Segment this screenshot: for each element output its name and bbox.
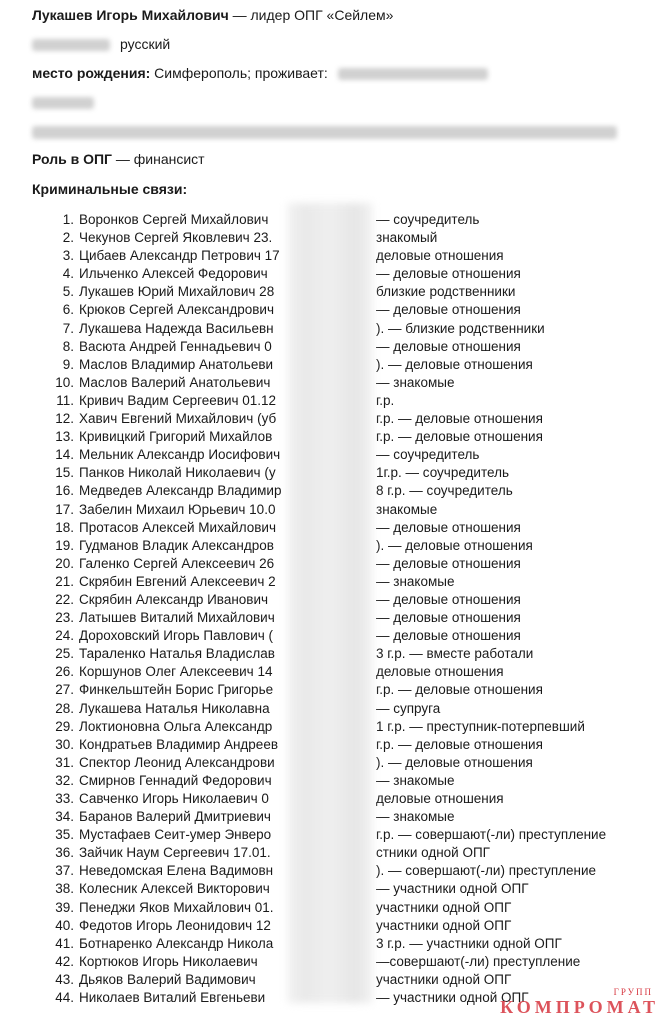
- relation-type: 3 г.р. — участники одной ОПГ: [376, 935, 562, 951]
- birthplace-line: [32, 64, 488, 82]
- relation-type: — деловые отношения: [376, 266, 521, 282]
- person-name: Мустафаев Сеит-умер Энверо: [79, 827, 272, 843]
- person-name: Маслов Валерий Анатольевич: [79, 374, 271, 390]
- person-name: Баранов Валерий Дмитриевич: [79, 809, 271, 825]
- item-number: 18.: [55, 519, 74, 535]
- item-number: 44.: [55, 990, 74, 1006]
- relation-type: ). — совершают(-ли) преступление: [376, 863, 597, 879]
- relation-type: — деловые отношения: [376, 519, 521, 535]
- person-name: Тараленко Наталья Владислав: [79, 646, 275, 662]
- person-name: Панков Николай Николаевич (у: [79, 465, 276, 481]
- item-number: 5.: [62, 284, 74, 300]
- person-name: Галенко Сергей Алексеевич 26: [79, 555, 275, 571]
- item-number: 26.: [55, 664, 74, 680]
- person-name: Смирнов Геннадий Федорович: [79, 772, 272, 788]
- relation-type: 1г.р. — соучредитель: [376, 465, 509, 481]
- item-number: 20.: [55, 555, 74, 571]
- person-name: Лукашева Надежда Васильевн: [79, 320, 274, 336]
- person-name: Зайчик Наум Сергеевич 17.01.: [79, 845, 271, 861]
- item-number: 3.: [62, 248, 74, 264]
- item-number: 43.: [55, 971, 74, 987]
- item-number: 15.: [55, 465, 74, 481]
- person-name: Спектор Леонид Александрови: [79, 754, 275, 770]
- relation-type: г.р. — деловые отношения: [376, 429, 543, 445]
- relation-type: близкие родственники: [376, 284, 516, 300]
- person-name: Финкельштейн Борис Григорье: [79, 682, 274, 698]
- item-number: 13.: [55, 429, 74, 445]
- relation-type: 8 г.р. — соучредитель: [376, 483, 513, 499]
- connections-heading: Криминальные связи:: [32, 181, 188, 197]
- item-number: 24.: [55, 628, 74, 644]
- person-name: Крюков Сергей Александрович: [79, 302, 274, 318]
- relation-type: участники одной ОПГ: [376, 899, 512, 915]
- person-name: Маслов Владимир Анатольеви: [79, 356, 274, 372]
- item-number: 12.: [55, 411, 74, 427]
- relation-type: — супруга: [376, 700, 441, 716]
- relation-type: г.р.: [376, 392, 395, 408]
- person-name: Забелин Михаил Юрьевич 10.0: [79, 501, 276, 517]
- relation-type: участники одной ОПГ: [376, 971, 512, 987]
- item-number: 4.: [62, 266, 74, 282]
- person-name: Савченко Игорь Николаевич 0: [79, 791, 269, 806]
- item-number: 1.: [62, 212, 74, 227]
- nationality-value: русский: [120, 36, 171, 52]
- relation-type: — знакомые: [376, 374, 455, 390]
- relation-type: — знакомые: [376, 809, 455, 825]
- redacted-block: [338, 68, 488, 80]
- person-name: Федотов Игорь Леонидович 12: [79, 917, 271, 933]
- item-number: 22.: [55, 591, 74, 607]
- person-name: Пенеджи Яков Михайлович 01.: [79, 899, 274, 915]
- item-number: 27.: [55, 682, 74, 698]
- item-number: 14.: [55, 447, 74, 463]
- person-name: Коршунов Олег Алексеевич 14: [79, 664, 273, 680]
- person-name: Васюта Андрей Геннадьевич 0: [79, 338, 272, 354]
- item-number: 6.: [62, 302, 74, 318]
- subject-line: [32, 6, 393, 24]
- item-number: 29.: [55, 718, 74, 734]
- item-number: 39.: [55, 899, 74, 915]
- person-name: Лукашев Юрий Михайлович 28: [79, 284, 275, 300]
- item-number: 19.: [55, 537, 74, 553]
- person-name: Локтионовна Ольга Александр: [79, 718, 273, 734]
- item-number: 16.: [55, 483, 74, 499]
- person-name: Дьяков Валерий Вадимович: [79, 971, 256, 987]
- subject-name: Лукашев Игорь Михайлович: [32, 7, 229, 23]
- watermark: [500, 987, 659, 1018]
- item-number: 33.: [55, 791, 74, 806]
- birthplace-label: место рождения:: [32, 65, 151, 81]
- relation-type: г.р. — совершают(-ли) преступление: [376, 827, 607, 843]
- item-number: 25.: [55, 646, 74, 662]
- relation-type: 3 г.р. — вместе работали: [376, 646, 534, 662]
- person-name: Кортюков Игорь Николаевич: [79, 953, 258, 969]
- redacted-block: [32, 126, 617, 139]
- relation-type: деловые отношения: [376, 791, 504, 806]
- redaction-overlay: [287, 203, 373, 1003]
- person-name: Воронков Сергей Михайлович: [79, 212, 269, 227]
- relation-type: — участники одной ОПГ: [376, 990, 529, 1006]
- item-number: 30.: [55, 736, 74, 752]
- person-name: Скрябин Евгений Алексеевич 2: [79, 573, 276, 589]
- relation-type: ). — деловые отношения: [376, 754, 533, 770]
- redacted-line: [32, 93, 94, 111]
- relation-type: —совершают(-ли) преступление: [376, 953, 581, 969]
- relation-type: ). — деловые отношения: [376, 537, 533, 553]
- birthplace-text: Симферополь; проживает:: [150, 65, 328, 81]
- person-name: Ботнаренко Александр Никола: [79, 935, 274, 951]
- person-name: Хавич Евгений Михайлович (уб: [79, 411, 277, 427]
- person-name: Неведомская Елена Вадимовн: [79, 863, 274, 879]
- redacted-block: [32, 97, 94, 109]
- relation-type: — участники одной ОПГ: [376, 881, 529, 897]
- item-number: 41.: [55, 935, 74, 951]
- relation-type: — знакомые: [376, 573, 455, 589]
- person-name: Ильченко Алексей Федорович: [79, 266, 268, 282]
- person-name: Латышев Виталий Михайлович: [79, 610, 275, 626]
- item-number: 38.: [55, 881, 74, 897]
- person-name: Чекунов Сергей Яковлевич 23.: [79, 230, 273, 246]
- item-number: 23.: [55, 610, 74, 626]
- person-name: Гудманов Владик Александров: [79, 537, 274, 553]
- person-name: Дороховский Игорь Павлович (: [79, 628, 274, 644]
- item-number: 32.: [55, 772, 74, 788]
- relation-type: стники одной ОПГ: [376, 845, 490, 861]
- item-number: 17.: [55, 501, 74, 517]
- relation-type: 1 г.р. — преступник-потерпевший: [376, 718, 585, 734]
- item-number: 10.: [55, 374, 74, 390]
- item-number: 28.: [55, 700, 74, 716]
- person-name: Кривицкий Григорий Михайлов: [79, 429, 273, 445]
- person-name: Николаев Виталий Евгеньеви: [79, 990, 266, 1006]
- role-label: Роль в ОПГ: [32, 151, 112, 167]
- relation-type: ). — близкие родственники: [376, 320, 545, 336]
- item-number: 34.: [55, 809, 74, 825]
- relation-type: знакомые: [376, 501, 438, 517]
- watermark-small: ГРУПП: [613, 987, 653, 997]
- item-number: 35.: [55, 827, 74, 843]
- relation-type: — соучредитель: [376, 447, 480, 463]
- item-number: 37.: [55, 863, 74, 879]
- person-name: Медведев Александр Владимир: [79, 483, 282, 499]
- relation-type: деловые отношения: [376, 248, 504, 264]
- person-name: Лукашева Наталья Николавна: [79, 700, 270, 716]
- person-name: Колесник Алексей Викторович: [79, 881, 270, 897]
- item-number: 40.: [55, 917, 74, 933]
- relation-type: — соучредитель: [376, 212, 480, 227]
- role-text: — финансист: [111, 151, 205, 167]
- relation-type: — деловые отношения: [376, 338, 521, 354]
- relation-type: г.р. — деловые отношения: [376, 682, 543, 698]
- person-name: Мельник Александр Иосифович: [79, 447, 281, 463]
- watermark-logo: КОМПРОМАТ: [500, 997, 659, 1017]
- relation-type: — деловые отношения: [376, 302, 521, 318]
- item-number: 21.: [55, 573, 74, 589]
- relation-type: — деловые отношения: [376, 610, 521, 626]
- relation-type: — знакомые: [376, 772, 455, 788]
- item-number: 9.: [62, 356, 74, 372]
- person-name: Протасов Алексей Михайлович: [79, 519, 277, 535]
- relation-type: участники одной ОПГ: [376, 917, 512, 933]
- redacted-block: [32, 39, 110, 51]
- relation-type: знакомый: [376, 230, 438, 246]
- relation-type: ). — деловые отношения: [376, 356, 533, 372]
- relation-type: г.р. — деловые отношения: [376, 736, 543, 752]
- item-number: 8.: [62, 338, 74, 354]
- item-number: 31.: [55, 754, 74, 770]
- relation-type: деловые отношения: [376, 664, 504, 680]
- subject-role: — лидер ОПГ «Сейлем»: [228, 7, 394, 23]
- item-number: 2.: [62, 230, 74, 246]
- item-number: 11.: [56, 392, 74, 408]
- person-name: Кривич Вадим Сергеевич 01.12: [79, 392, 277, 408]
- relation-type: г.р. — деловые отношения: [376, 411, 543, 427]
- item-number: 7.: [62, 320, 74, 336]
- item-number: 42.: [55, 953, 74, 969]
- person-name: Кондратьев Владимир Андреев: [79, 736, 278, 752]
- relation-type: — деловые отношения: [376, 555, 521, 571]
- role-line: [32, 150, 205, 168]
- person-name: Цибаев Александр Петрович 17: [79, 248, 280, 264]
- redacted-line: [32, 122, 617, 140]
- relation-type: — деловые отношения: [376, 591, 521, 607]
- item-number: 36.: [55, 845, 74, 861]
- relation-type: — деловые отношения: [376, 628, 521, 644]
- person-name: Скрябин Александр Иванович: [79, 591, 269, 607]
- nationality-line: [32, 35, 170, 53]
